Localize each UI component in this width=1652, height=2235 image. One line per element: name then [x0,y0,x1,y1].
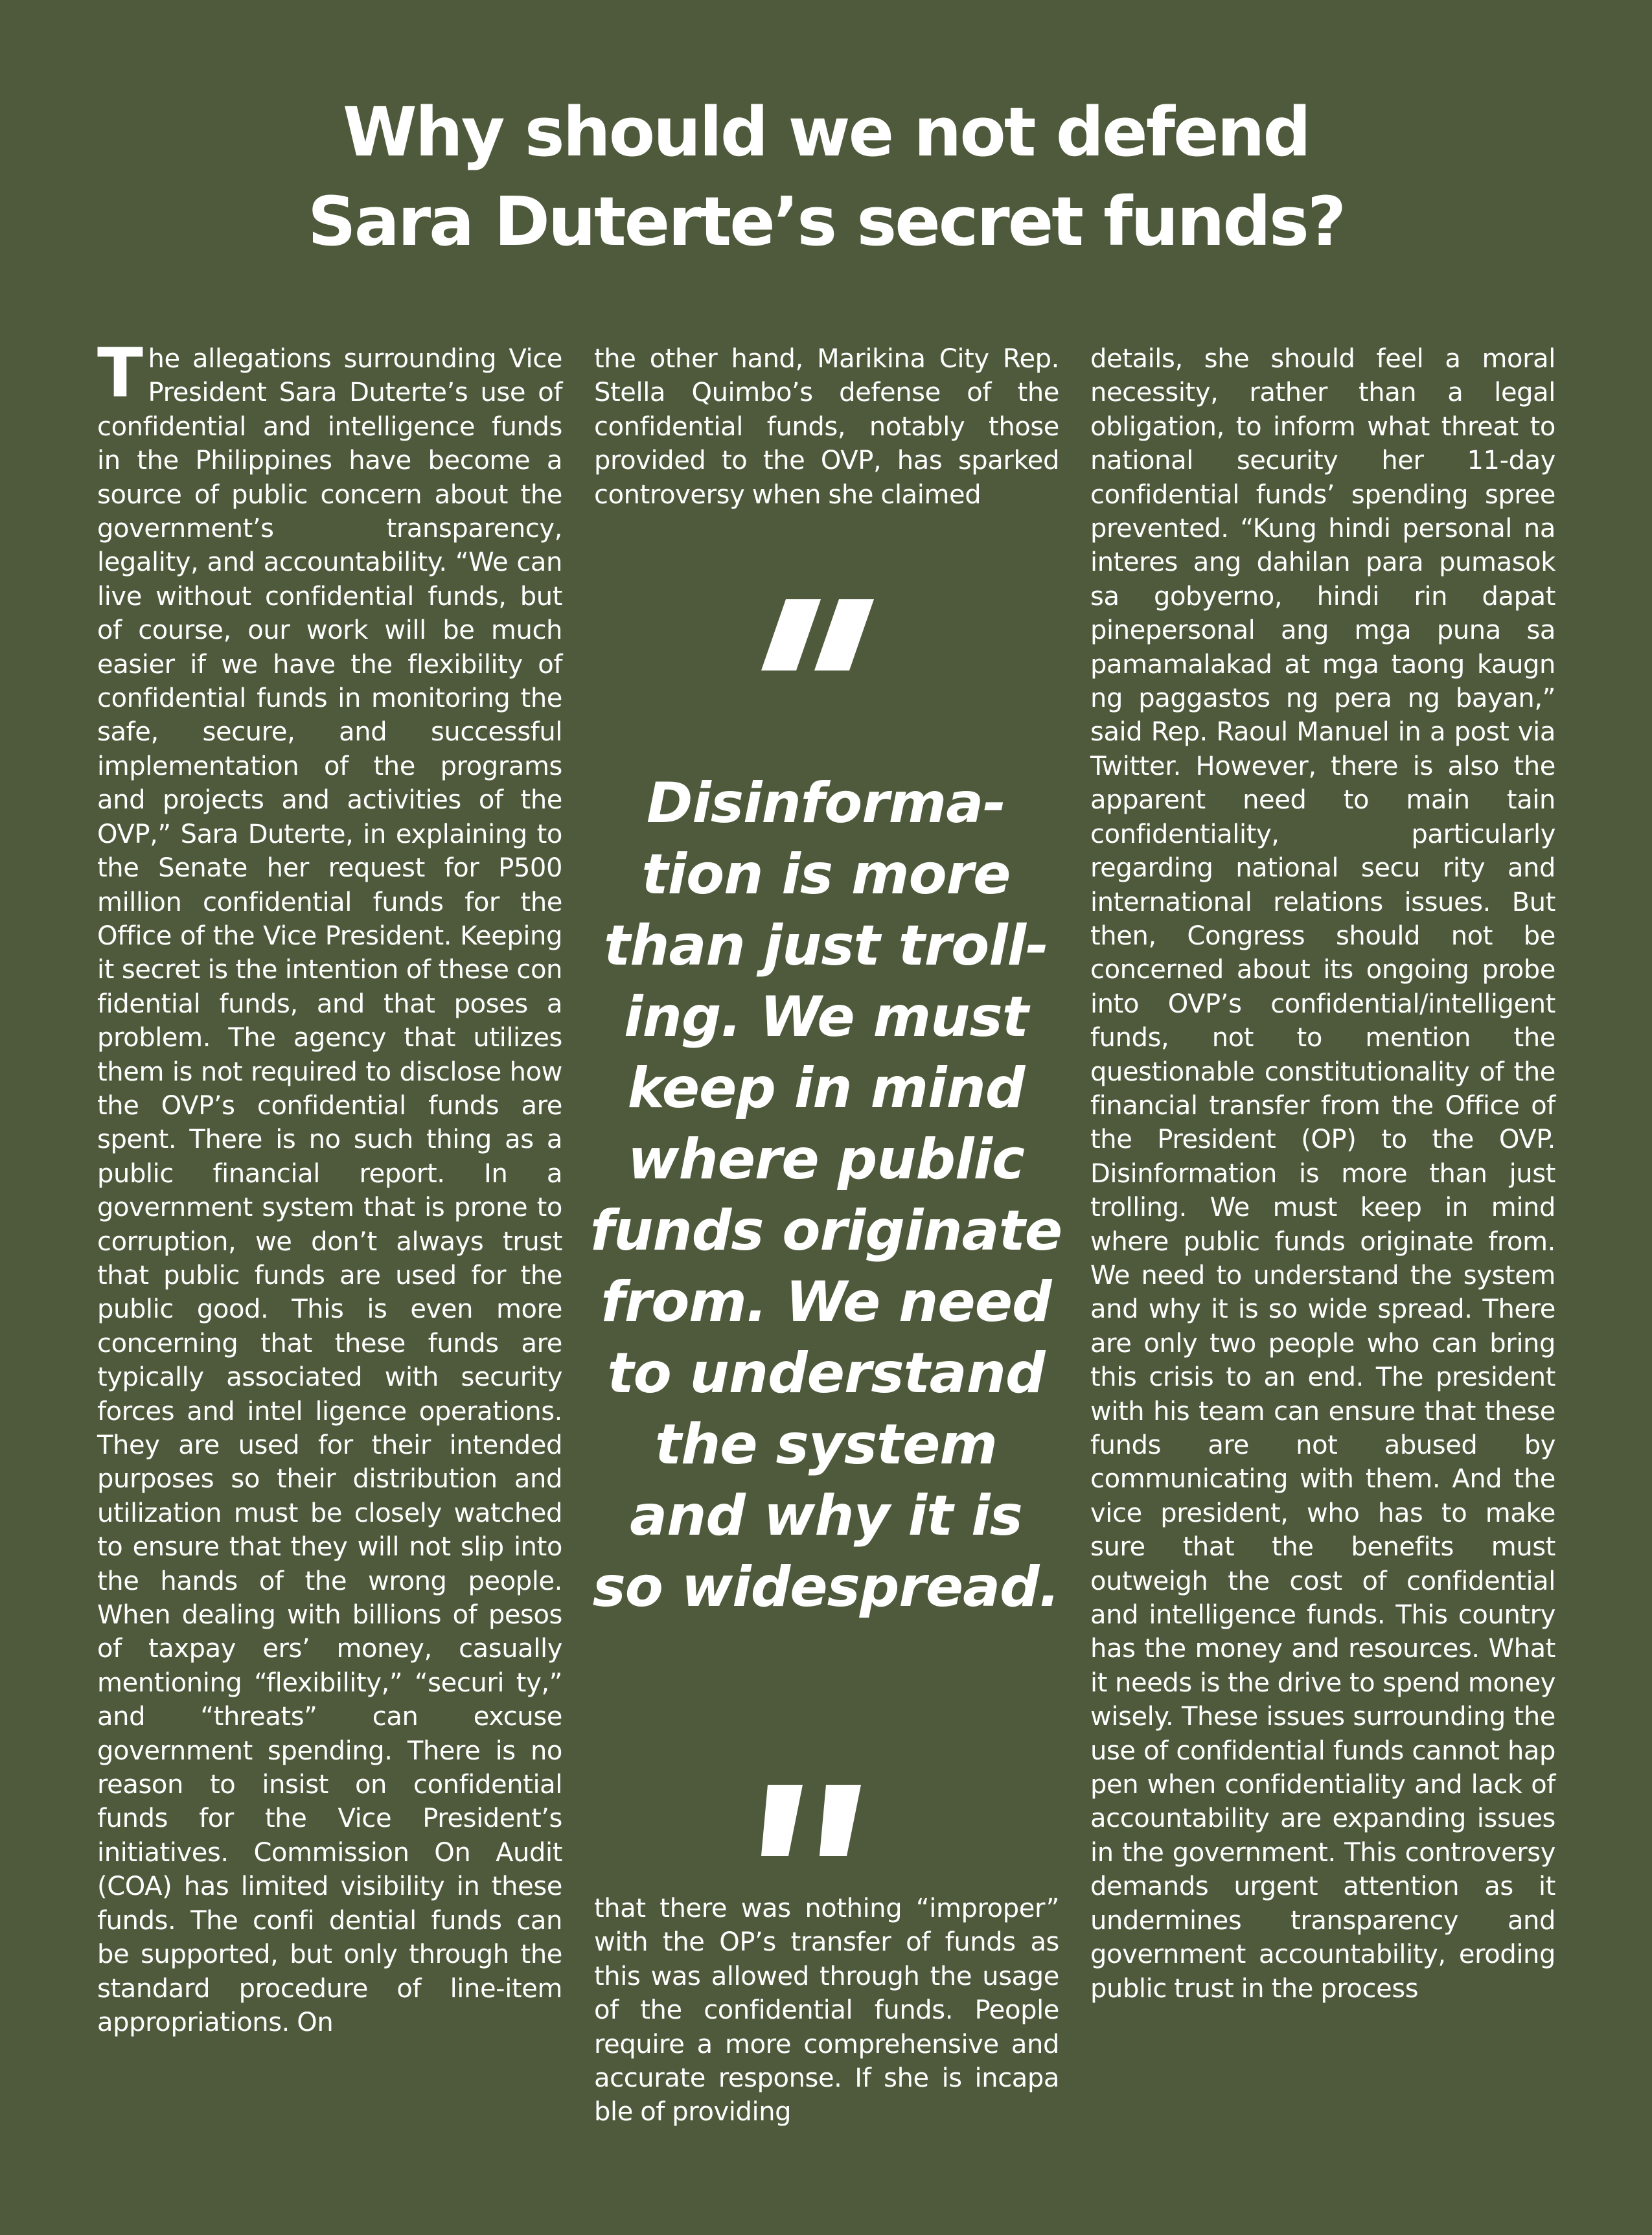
pull-quote-line: where public [628,1127,1024,1192]
pull-quote-line: the system [654,1412,998,1477]
body-column-2-bottom [594,1892,1059,2129]
body-column-3 [1090,342,1555,2006]
pull-quote-line: from. We need [601,1270,1051,1335]
pull-quote-line: keep in mind [627,1056,1025,1121]
pull-quote-line: to understand [607,1341,1045,1406]
pull-quote-line: and why it is [630,1484,1022,1548]
pull-quote-line: funds originate [590,1198,1062,1263]
pull-quote-line: than just troll- [604,913,1048,978]
body-paragraph-1 [97,334,562,2039]
pull-quote-line: ing. We must [624,985,1028,1049]
article-headline [130,87,1522,266]
pull-quote-line: so widespread. [592,1555,1060,1620]
quote-close-icon [761,1785,891,1856]
body-column-2-top [594,342,1059,512]
body-column-1 [97,334,562,2039]
body-paragraph-2-top: the other hand, Marikina City Rep. Stella Quimbo’s defense of the confidential funds, notably those provided to the OVP, has sparked controversy when she claimed [594,344,1059,510]
headline-line-1: Why should we not defend [343,93,1309,172]
pull-quote-line: tion is more [641,842,1011,907]
pull-quote-line: Disinforma- [646,771,1005,836]
drop-cap: T [97,334,143,413]
pull-quote [586,768,1066,1623]
body-paragraph-2-bottom: that there was nothing “improper” with the OP’s transfer of funds as this was allowed through the usage of the confidential funds. People require a more comprehensive and accurate response. If she is incapa ble of providing [594,1894,1059,2127]
headline-line-2: Sara Duterte’s secret funds? [307,182,1345,261]
body-text-1: he allegations surrounding Vice President Sara Duterte’s use of confidential and intelligence funds in the Philippines have become a source of public concern about the government’s transparency, legality, and accountability. “We can live without confidential funds, but of course, our work will be much easier if we have the flexibility of confidential funds in monitoring the safe, secure, and successful implementation of the programs and projects and activities of the OVP,” Sara Duterte, in explaining to the Senate her request for P500 million confidential funds for the Office of the Vice President. Keeping it secret is the intention of these con fidential funds, and that poses a problem. The agency that utilizes them is not required to disclose how the OVP’s confidential funds are spent. There is no such thing as a public financial report. In a government system that is prone to corruption, we don’t always trust that public funds are used for the public good. This is even more concerning that these funds are typically associated with security forces and intel ligence operations. They are used for their intended purposes so their distribution and utilization must be closely watched to ensure that they will not slip into the hands of the wrong people. When dealing with billions of pesos of taxpay ers’ money, casually mentioning “flexibility,” “securi ty,” and “threats” can excuse government spending. There is no reason to insist on confidential funds for the Vice President’s initiatives. Commission On Audit (COA) has limited visibility in these funds. The confi dential funds can be supported, but only through the standard procedure of line-item appropriations. On [97,344,562,2037]
quote-open-icon [761,599,891,670]
body-paragraph-3: details, she should feel a moral necessity, rather than a legal obligation, to inform what threat to national security her 11-day confidential funds’ spending spree prevented. “Kung hindi personal na interes ang dahilan para pumasok sa gobyerno, hindi rin dapat pinepersonal ang mga puna sa pamamalakad at mga taong kaugn ng paggastos ng pera ng bayan,” said Rep. Raoul Manuel in a post via Twitter. However, there is also the apparent need to main tain confidentiality, particularly regarding national secu rity and international relations issues. But then, Congress should not be concerned about its ongoing probe into OVP’s confidential/intelligent funds, not to mention the questionable constitutionality of the financial transfer from the Office of the President (OP) to the OVP. Disinformation is more than just trolling. We must keep in mind where public funds originate from. We need to understand the system and why it is so wide spread. There are only two people who can bring this crisis to an end. The president with his team can ensure that these funds are not abused by communicating with them. And the vice president, who has to make sure that the benefits must outweigh the cost of confidential and intelligence funds. This country has the money and resources. What it needs is the drive to spend money wisely. These issues surrounding the use of confidential funds cannot hap pen when confidentiality and lack of accountability are expanding issues in the government. This controversy demands urgent attention as it undermines transparency and government accountability, eroding public trust in the process [1090,344,1555,2004]
